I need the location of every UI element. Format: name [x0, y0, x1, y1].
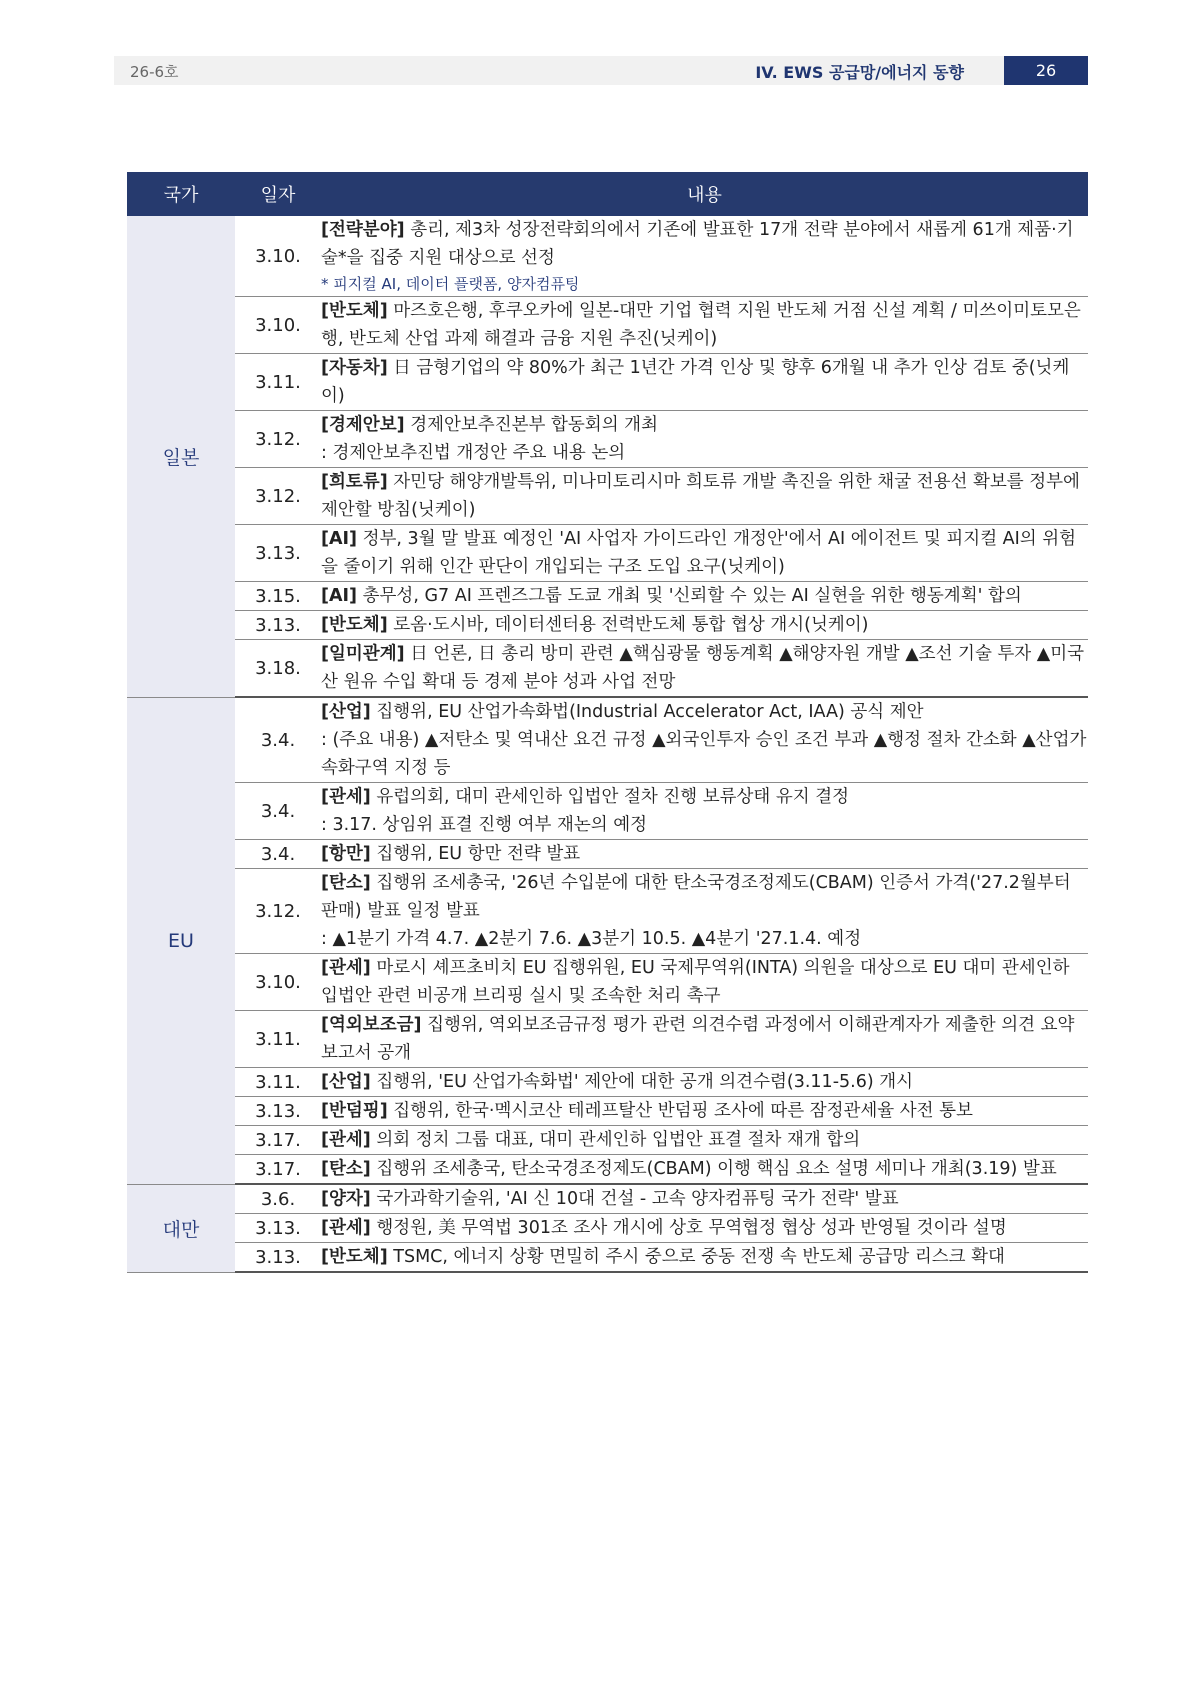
date-cell: 3.17. — [235, 1126, 321, 1155]
content-cell — [321, 354, 1088, 411]
content-subtext: : ▲1분기 가격 4.7. ▲2분기 7.6. ▲3분기 10.5. ▲4분기 '27.1.4. 예정 — [321, 929, 862, 949]
date-cell: 3.4. — [235, 697, 321, 783]
content-text: 유럽의회, 대미 관세인하 입법안 절차 진행 보류상태 유지 결정 — [370, 787, 850, 807]
content-text: 경제안보추진본부 합동회의 개최 — [404, 415, 658, 435]
content-cell — [321, 1214, 1088, 1243]
date-cell: 3.13. — [235, 1243, 321, 1273]
table-row — [127, 354, 1088, 411]
content-cell — [321, 525, 1088, 582]
page-number: 26 — [1004, 56, 1088, 85]
table-row — [127, 640, 1088, 698]
date-cell: 3.15. — [235, 582, 321, 611]
category-tag: [반도체] — [321, 615, 388, 635]
content-cell — [321, 1068, 1088, 1097]
category-tag: [항만] — [321, 844, 371, 864]
category-tag: [관세] — [321, 1130, 371, 1150]
category-tag: [전략분야] — [321, 220, 405, 240]
date-cell: 3.12. — [235, 869, 321, 954]
table-row — [127, 783, 1088, 840]
table-row — [127, 297, 1088, 354]
content-cell — [321, 840, 1088, 869]
table-row — [127, 411, 1088, 468]
content-cell — [321, 1184, 1088, 1214]
category-tag: [역외보조금] — [321, 1015, 422, 1035]
category-tag: [AI] — [321, 529, 358, 549]
table-row — [127, 216, 1088, 297]
content-cell — [321, 1011, 1088, 1068]
table-row — [127, 1214, 1088, 1243]
date-cell: 3.4. — [235, 783, 321, 840]
content-text: 집행위, EU 항만 전략 발표 — [370, 844, 581, 864]
content-cell — [321, 954, 1088, 1011]
table-row — [127, 1068, 1088, 1097]
content-cell — [321, 216, 1088, 297]
category-tag: [산업] — [321, 1072, 371, 1092]
date-cell: 3.10. — [235, 954, 321, 1011]
content-text: 집행위, 한국·멕시코산 테레프탈산 반덤핑 조사에 따른 잠정관세율 사전 통보 — [387, 1101, 973, 1121]
content-cell — [321, 697, 1088, 783]
table-row — [127, 1184, 1088, 1214]
country-cell: 일본 — [127, 216, 235, 697]
content-text: 행정원, 美 무역법 301조 조사 개시에 상호 무역협정 협상 성과 반영될 것이라 설명 — [370, 1218, 1007, 1238]
content-text: 로옴·도시바, 데이터센터용 전력반도체 통합 협상 개시(닛케이) — [387, 615, 869, 635]
table-row — [127, 468, 1088, 525]
content-cell — [321, 1126, 1088, 1155]
content-cell — [321, 640, 1088, 698]
content-subtext: : 3.17. 상임위 표결 진행 여부 재논의 예정 — [321, 815, 648, 835]
column-header-country: 국가 — [127, 172, 235, 216]
table-row — [127, 840, 1088, 869]
category-tag: [탄소] — [321, 873, 371, 893]
content-cell — [321, 1097, 1088, 1126]
category-tag: [반덤핑] — [321, 1101, 388, 1121]
content-cell — [321, 611, 1088, 640]
category-tag: [희토류] — [321, 472, 388, 492]
date-cell: 3.11. — [235, 354, 321, 411]
section-title: IV. EWS 공급망/에너지 동향 — [755, 63, 964, 82]
date-cell: 3.18. — [235, 640, 321, 698]
category-tag: [반도체] — [321, 1247, 388, 1267]
content-text: 총리, 제3차 성장전략회의에서 기존에 발표한 17개 전략 분야에서 새롭게 61개 제품·기술*을 집중 지원 대상으로 선정 — [321, 220, 1074, 268]
date-cell: 3.6. — [235, 1184, 321, 1214]
content-text: 자민당 해양개발특위, 미나미토리시마 희토류 개발 촉진을 위한 채굴 전용선 확보를 정부에 제안할 방침(닛케이) — [321, 472, 1080, 520]
news-table — [127, 172, 1088, 1273]
date-cell: 3.13. — [235, 611, 321, 640]
content-text: 의회 정치 그룹 대표, 대미 관세인하 입법안 표결 절차 재개 합의 — [370, 1130, 861, 1150]
category-tag: [반도체] — [321, 301, 388, 321]
date-cell: 3.10. — [235, 297, 321, 354]
content-text: 마로시 셰프초비치 EU 집행위원, EU 국제무역위(INTA) 의원을 대상으로 EU 대미 관세인하 입법안 관련 비공개 브리핑 실시 및 조속한 처리 촉구 — [321, 958, 1070, 1006]
content-text: 집행위, 역외보조금규정 평가 관련 의견수렴 과정에서 이해관계자가 제출한 의견 요약 보고서 공개 — [321, 1015, 1075, 1063]
content-text: 집행위 조세총국, '26년 수입분에 대한 탄소국경조정제도(CBAM) 인증서 가격('27.2월부터 판매) 발표 일정 발표 — [321, 873, 1071, 921]
date-cell: 3.13. — [235, 525, 321, 582]
content-text: 집행위, EU 산업가속화법(Industrial Accelerator Act, IAA) 공식 제안 — [370, 702, 924, 722]
table-row — [127, 954, 1088, 1011]
table-body — [127, 216, 1088, 1272]
category-tag: [관세] — [321, 787, 371, 807]
column-header-date: 일자 — [235, 172, 321, 216]
date-cell: 3.11. — [235, 1011, 321, 1068]
date-cell: 3.12. — [235, 411, 321, 468]
issue-number: 26-6호 — [130, 63, 179, 81]
category-tag: [경제안보] — [321, 415, 405, 435]
table-row — [127, 611, 1088, 640]
content-text: 日 언론, 日 총리 방미 관련 ▲핵심광물 행동계획 ▲해양자원 개발 ▲조선 기술 투자 ▲미국산 원유 수입 확대 등 경제 분야 성과 사업 전망 — [321, 644, 1085, 692]
content-cell — [321, 1243, 1088, 1273]
date-cell: 3.4. — [235, 840, 321, 869]
category-tag: [AI] — [321, 586, 358, 606]
category-tag: [관세] — [321, 1218, 371, 1238]
date-cell: 3.17. — [235, 1155, 321, 1185]
page-header — [114, 56, 1088, 85]
content-text: 국가과학기술위, 'AI 신 10대 건설 - 고속 양자컴퓨팅 국가 전략' 발표 — [370, 1189, 899, 1209]
category-tag: [관세] — [321, 958, 371, 978]
date-cell: 3.13. — [235, 1214, 321, 1243]
date-cell: 3.12. — [235, 468, 321, 525]
table-row — [127, 869, 1088, 954]
content-cell — [321, 1155, 1088, 1185]
content-cell — [321, 582, 1088, 611]
content-cell — [321, 468, 1088, 525]
content-cell — [321, 411, 1088, 468]
date-cell: 3.11. — [235, 1068, 321, 1097]
content-text: TSMC, 에너지 상황 면밀히 주시 중으로 중동 전쟁 속 반도체 공급망 리스크 확대 — [387, 1247, 1005, 1267]
content-text: 마즈호은행, 후쿠오카에 일본-대만 기업 협력 지원 반도체 거점 신설 계획 / 미쓰이미토모은행, 반도체 산업 과제 해결과 금융 지원 추진(닛케이) — [321, 301, 1081, 349]
content-text: 총무성, G7 AI 프렌즈그룹 도쿄 개최 및 '신뢰할 수 있는 AI 실현을 위한 행동계획' 합의 — [357, 586, 1022, 606]
table-row — [127, 582, 1088, 611]
table-row — [127, 697, 1088, 783]
content-cell — [321, 297, 1088, 354]
content-text: 집행위 조세총국, 탄소국경조정제도(CBAM) 이행 핵심 요소 설명 세미나 개최(3.19) 발표 — [370, 1159, 1057, 1179]
category-tag: [자동차] — [321, 358, 388, 378]
table-row — [127, 1126, 1088, 1155]
content-cell — [321, 869, 1088, 954]
content-text: 집행위, 'EU 산업가속화법' 제안에 대한 공개 의견수렴(3.11-5.6) 개시 — [370, 1072, 914, 1092]
content-cell — [321, 783, 1088, 840]
content-subtext: : (주요 내용) ▲저탄소 및 역내산 요건 규정 ▲외국인투자 승인 조건 부과 ▲행정 절차 간소화 ▲산업가속화구역 지정 등 — [321, 730, 1087, 778]
column-header-content: 내용 — [321, 172, 1088, 216]
table-row — [127, 1011, 1088, 1068]
category-tag: [산업] — [321, 702, 371, 722]
table-row — [127, 1155, 1088, 1185]
category-tag: [양자] — [321, 1189, 371, 1209]
table-header-row — [127, 172, 1088, 216]
category-tag: [일미관계] — [321, 644, 405, 664]
table-row — [127, 525, 1088, 582]
date-cell: 3.10. — [235, 216, 321, 297]
content-text: 정부, 3월 말 발표 예정인 'AI 사업자 가이드라인 개정안'에서 AI 에이전트 및 피지컬 AI의 위험을 줄이기 위해 인간 판단이 개입되는 구조 도입 요구(닛케이) — [321, 529, 1077, 577]
date-cell: 3.13. — [235, 1097, 321, 1126]
content-text: 日 금형기업의 약 80%가 최근 1년간 가격 인상 및 향후 6개월 내 추가 인상 검토 중(닛케이) — [321, 358, 1070, 406]
country-cell: EU — [127, 697, 235, 1184]
category-tag: [탄소] — [321, 1159, 371, 1179]
country-cell: 대만 — [127, 1184, 235, 1272]
footnote-text: * 피지컬 AI, 데이터 플랫폼, 양자컴퓨팅 — [321, 275, 580, 293]
content-subtext: : 경제안보추진법 개정안 주요 내용 논의 — [321, 443, 626, 463]
table-row — [127, 1097, 1088, 1126]
table-row — [127, 1243, 1088, 1273]
